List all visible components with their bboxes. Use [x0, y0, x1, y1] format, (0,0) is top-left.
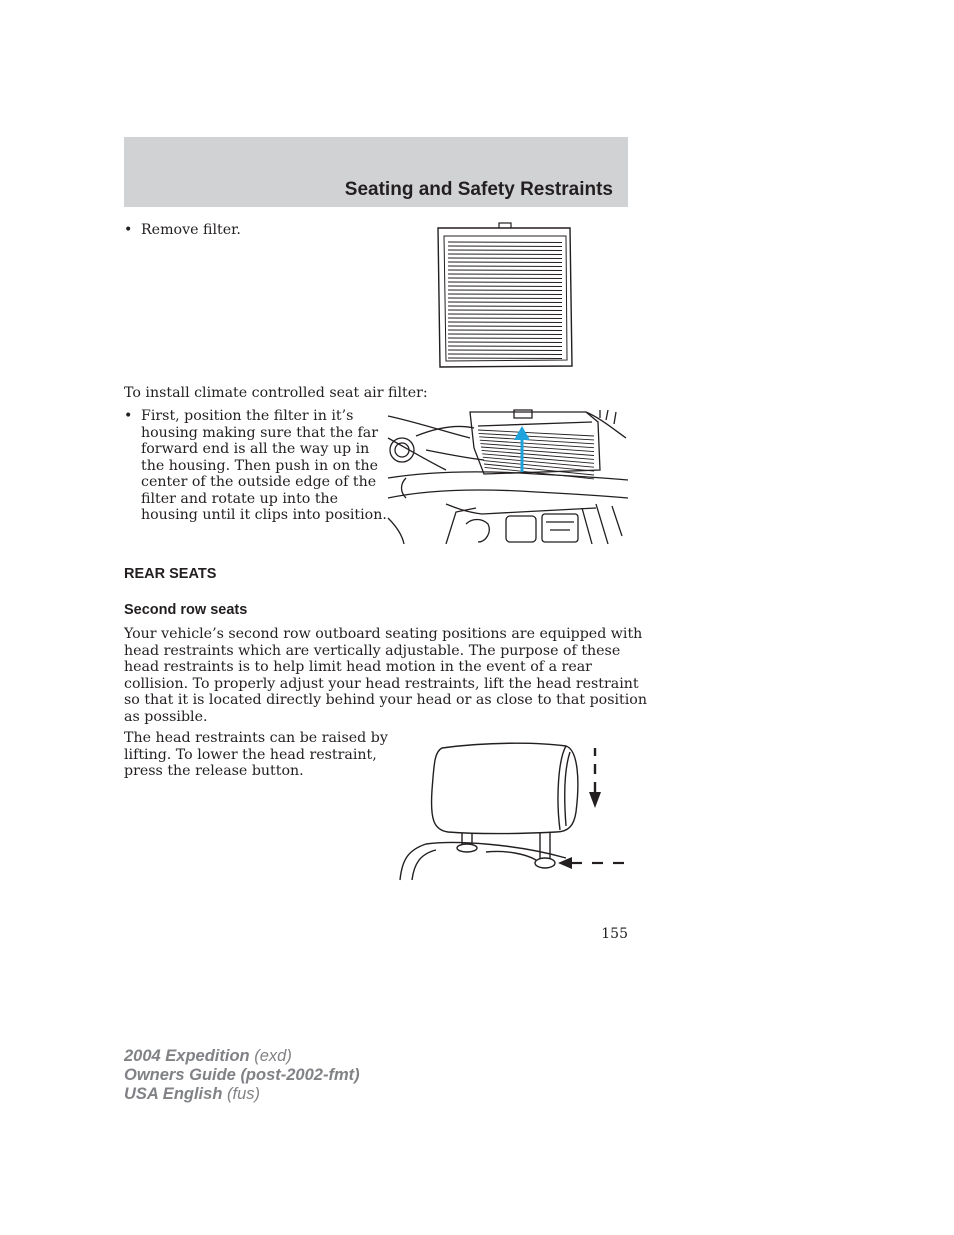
- section-header-band: [124, 137, 628, 207]
- post-sleeve-left: [457, 844, 477, 852]
- install-step-text: [141, 408, 387, 524]
- down-arrow-dashed: [589, 748, 601, 808]
- pleat-line: [448, 338, 562, 339]
- second-row-description: [124, 626, 647, 725]
- housing-round-inner: [395, 443, 409, 457]
- pleat-line: [448, 310, 562, 311]
- rear-seats-heading: REAR SEATS: [124, 566, 217, 582]
- head-restraint-adjust-text: [124, 730, 388, 780]
- connector: [542, 514, 578, 542]
- arrow-head: [558, 857, 572, 869]
- pleat-line: [448, 326, 562, 327]
- text-line: the housing. Then push in on the: [141, 457, 379, 474]
- text-line: lifting. To lower the head restraint,: [124, 746, 377, 763]
- pleat-line: [479, 437, 594, 444]
- pleat-line: [448, 334, 562, 335]
- page-number: 155: [601, 926, 628, 942]
- seat-back-top: [400, 843, 566, 880]
- text-line: head restraints is to help limit head motion in the event of a rear: [124, 659, 592, 675]
- text-line: collision. To properly adjust your head restraints, lift the head restraint: [124, 675, 639, 692]
- pleat-line: [448, 274, 562, 275]
- pleat-line: [448, 346, 562, 347]
- footer-line-1: [124, 1047, 360, 1066]
- bullet: •: [124, 408, 133, 424]
- pleat-line: [448, 342, 562, 343]
- pleat-line: [448, 318, 562, 319]
- housing-edge: [478, 422, 592, 426]
- connector: [506, 516, 536, 542]
- text-line: head restraints which are vertically adjustable. The purpose of these: [124, 642, 621, 659]
- pleat-line: [448, 242, 562, 243]
- pleat-line: [448, 330, 562, 331]
- text-line: forward end is all the way up in: [141, 441, 370, 457]
- housing-edge: [466, 520, 489, 543]
- install-step: [124, 408, 387, 528]
- text-line: First, position the filter in it’s: [141, 408, 354, 424]
- housing-edge: [582, 504, 622, 544]
- pleat-line: [448, 322, 562, 323]
- left-arrow-dashed: [558, 857, 624, 869]
- footer-language: USA English: [124, 1085, 223, 1103]
- housing-edge: [446, 508, 476, 544]
- install-intro: To install climate controlled seat air filter:: [124, 385, 428, 401]
- pleat-line: [448, 298, 562, 299]
- pleat-line: [448, 266, 562, 267]
- pleat-line: [448, 306, 562, 307]
- pleat-line: [448, 282, 562, 283]
- filter-housing-illustration: [386, 408, 628, 544]
- housing-clip: [514, 410, 532, 418]
- seat-back-seam: [486, 851, 536, 860]
- text-line: Your vehicle’s second row outboard seating positions are equipped with: [124, 626, 643, 642]
- second-row-seats-heading: Second row seats: [124, 602, 248, 618]
- pleat-line: [448, 290, 562, 291]
- bullet: •: [124, 222, 133, 238]
- remove-filter-text: Remove filter.: [141, 222, 241, 238]
- arrow-head: [589, 792, 601, 808]
- text-line: center of the outside edge of the: [141, 474, 377, 490]
- pleat-line: [448, 302, 562, 303]
- pleat-line: [448, 278, 562, 279]
- pleat-line: [448, 358, 562, 359]
- text-line: The head restraints can be raised by: [124, 730, 388, 746]
- pleat-line: [479, 433, 594, 440]
- footer-model: 2004 Expedition: [124, 1047, 250, 1065]
- pleat-line: [448, 286, 562, 287]
- pleat-line: [480, 440, 594, 448]
- pleat-line: [448, 254, 562, 255]
- pleat-line: [448, 350, 562, 351]
- pleat-line: [481, 447, 594, 456]
- footer-guide: Owners Guide (post-2002-fmt): [124, 1066, 360, 1084]
- text-line: filter and rotate up into the: [141, 490, 339, 507]
- pleat-line: [448, 246, 562, 247]
- pleat-line: [448, 294, 562, 295]
- pleat-line: [448, 314, 562, 315]
- air-filter-illustration: [430, 220, 580, 372]
- section-title: Seating and Safety Restraints: [344, 179, 613, 200]
- document-footer: [124, 1047, 360, 1104]
- pleat-line: [478, 430, 594, 436]
- seat-back-seam: [412, 850, 436, 880]
- footer-model-code: (exd): [249, 1047, 292, 1065]
- head-restraint-cushion: [432, 743, 578, 833]
- duct-tube: [388, 490, 628, 498]
- text-line: press the release button.: [124, 763, 304, 779]
- footer-line-2: [124, 1066, 360, 1085]
- pleat-line: [448, 354, 562, 355]
- text-line: housing until it clips into position.: [141, 507, 387, 523]
- footer-line-3: [124, 1085, 360, 1104]
- footer-language-code: (fus): [222, 1085, 260, 1103]
- pleat-line: [448, 250, 562, 251]
- release-button: [535, 858, 555, 868]
- pleat-line: [448, 258, 562, 259]
- pleat-line: [480, 444, 594, 452]
- text-line: so that it is located directly behind your head or as close to that position: [124, 692, 647, 708]
- connector-detail: [546, 522, 574, 530]
- head-restraint-illustration: [396, 740, 628, 882]
- housing-edge: [388, 518, 404, 544]
- remove-filter-step: [124, 222, 394, 240]
- pleat-line: [448, 262, 562, 263]
- housing-edge: [586, 412, 626, 438]
- text-line: housing making sure that the far: [141, 424, 378, 441]
- text-line: as possible.: [124, 708, 208, 725]
- pleat-line: [448, 270, 562, 271]
